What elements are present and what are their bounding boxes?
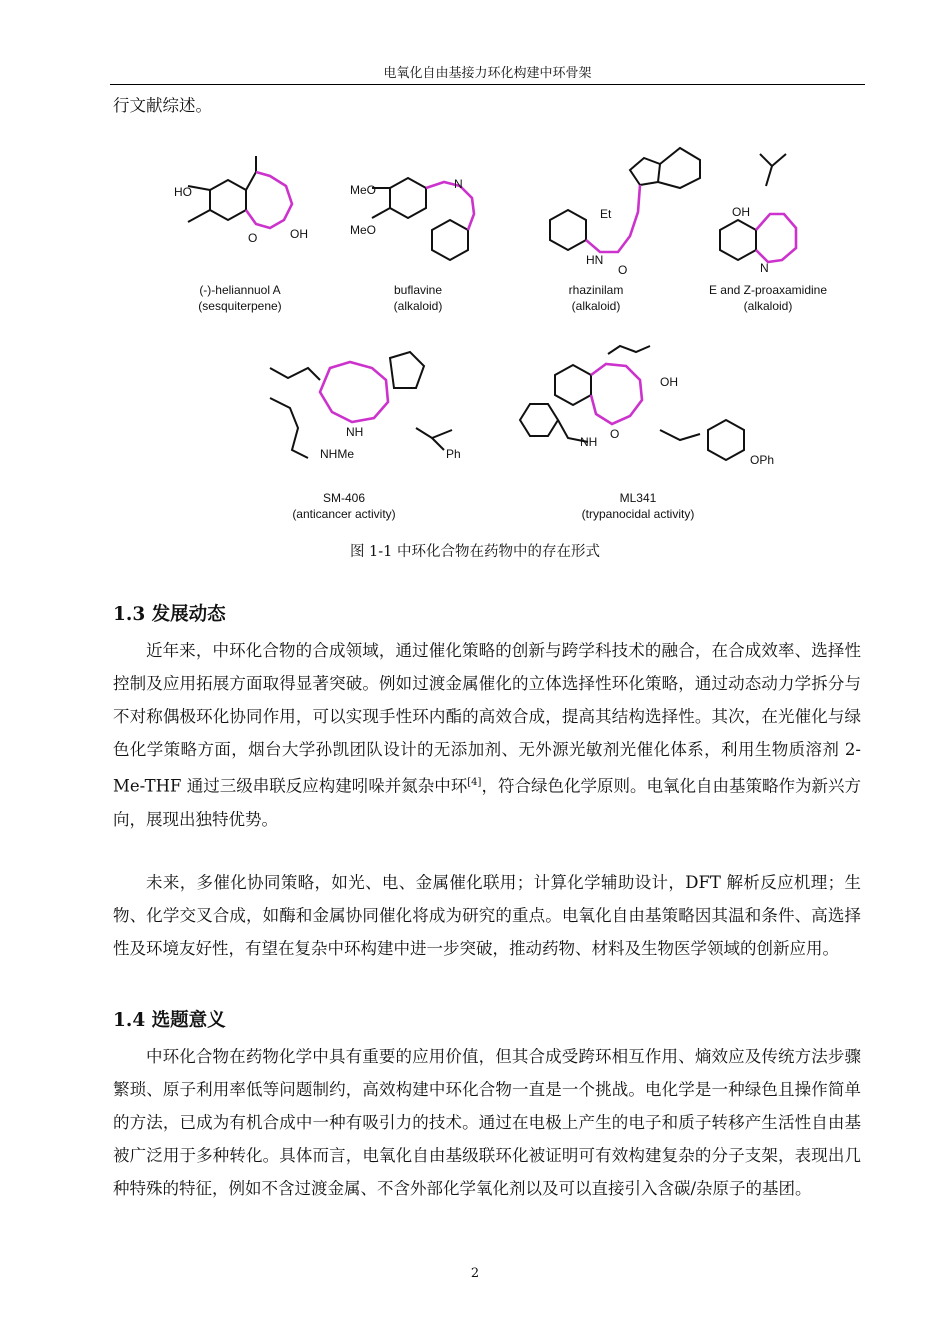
atom-hn: HN	[586, 253, 604, 267]
compound-name: ML341	[619, 491, 657, 505]
atom-nhme: NHMe	[320, 447, 355, 461]
paragraph-text: 近年来，中环化合物的合成领域，通过催化策略的创新与跨学科技术的融合，在合成效率、选择性控制及应用拓展方面取得显著突破。例如过渡金属催化的立体选择性环化策略，通过动态动力学拆分与不对称偶极环化协同作用，可以实现手性环内酯的高效合成，提高其结构选择性。其次，在光催化与绿色化学策略方面，烟台大学孙凯团队设计的无添加剂、无外源光敏剂光催化体系，利用生物质溶剂 2-Me-THF 通过三级串联反应构建吲哚并氮杂中环	[113, 641, 861, 796]
atom-oh: OH	[290, 227, 308, 241]
compound-name: (-)-heliannuol A	[199, 283, 281, 297]
section-heading-1-3: 1.3 发展动态	[113, 604, 226, 625]
atom-oph: OPh	[750, 453, 775, 467]
compound-class: (anticancer activity)	[292, 507, 396, 521]
compound-class: (alkaloid)	[393, 299, 443, 313]
running-header	[110, 62, 865, 85]
atom-et: Et	[600, 207, 612, 221]
atom-n-2: N	[760, 261, 769, 275]
citation-ref: [4]	[467, 777, 482, 788]
atom-ph: Ph	[446, 447, 461, 461]
atom-meo-2: MeO	[350, 223, 377, 237]
atom-o-3: O	[610, 427, 620, 441]
header-title: 电氧化自由基接力环化构建中环骨架	[383, 66, 592, 81]
atom-nh: NH	[346, 425, 364, 439]
compound-class: (alkaloid)	[571, 299, 621, 313]
atom-ho: HO	[174, 185, 192, 199]
section-heading-1-4: 1.4 选题意义	[113, 1010, 226, 1031]
compound-class: (sesquiterpene)	[198, 299, 282, 313]
paragraph-2: 未来，多催化协同策略，如光、电、金属催化联用；计算化学辅助设计，DFT 解析反应机理；生物、化学交叉合成，如酶和金属协同催化将成为研究的重点。电氧化自由基策略因其温和条件、高选择性及环境友好性，有望在复杂中环构建中进一步突破，推动药物、材料及生物医学领域的创新应用。	[113, 873, 861, 958]
intro-line: 行文献综述。	[113, 96, 212, 115]
paragraph-1	[113, 634, 861, 836]
paragraph-3: 中环化合物在药物化学中具有重要的应用价值，但其合成受跨环相互作用、熵效应及传统方法步骤繁琐、原子利用率低等问题制约，高效构建中环化合物一直是一个挑战。电化学是一种绿色且操作简单的方法，已成为有机合成中一种有吸引力的技术。通过在电极上产生的电子和质子转移产生活性自由基被广泛用于多种转化。具体而言，电氧化自由基级联环化被证明可有效构建复杂的分子支架，表现出几种特殊的特征，例如不含过渡金属、不含外部化学氧化剂以及可以直接引入含碳/杂原子的基团。	[113, 1047, 861, 1198]
page-number: 2	[470, 1266, 480, 1281]
compound-class: (alkaloid)	[743, 299, 793, 313]
atom-o: O	[248, 231, 258, 245]
atom-n: N	[454, 177, 463, 191]
compound-class: (trypanocidal activity)	[581, 507, 695, 521]
compound-name: buflavine	[393, 283, 443, 297]
atom-nh-2: NH	[580, 435, 598, 449]
chemical-structures	[160, 140, 850, 540]
compound-name: E and Z-proaxamidine	[708, 283, 828, 297]
paragraph-tail: ，符合绿色化学原则。电氧化自由基策略作为新兴方向，展现出独特优势。	[113, 776, 862, 829]
compound-name: rhazinilam	[568, 283, 624, 297]
compound-name: SM-406	[322, 491, 366, 505]
atom-oh-2: OH	[732, 205, 750, 219]
atom-o-2: O	[618, 263, 628, 277]
figure-1-1	[160, 140, 850, 540]
atom-oh-3: OH	[660, 375, 678, 389]
atom-meo-1: MeO	[350, 183, 377, 197]
figure-caption: 图 1-1 中环化合物在药物中的存在形式	[349, 544, 601, 560]
